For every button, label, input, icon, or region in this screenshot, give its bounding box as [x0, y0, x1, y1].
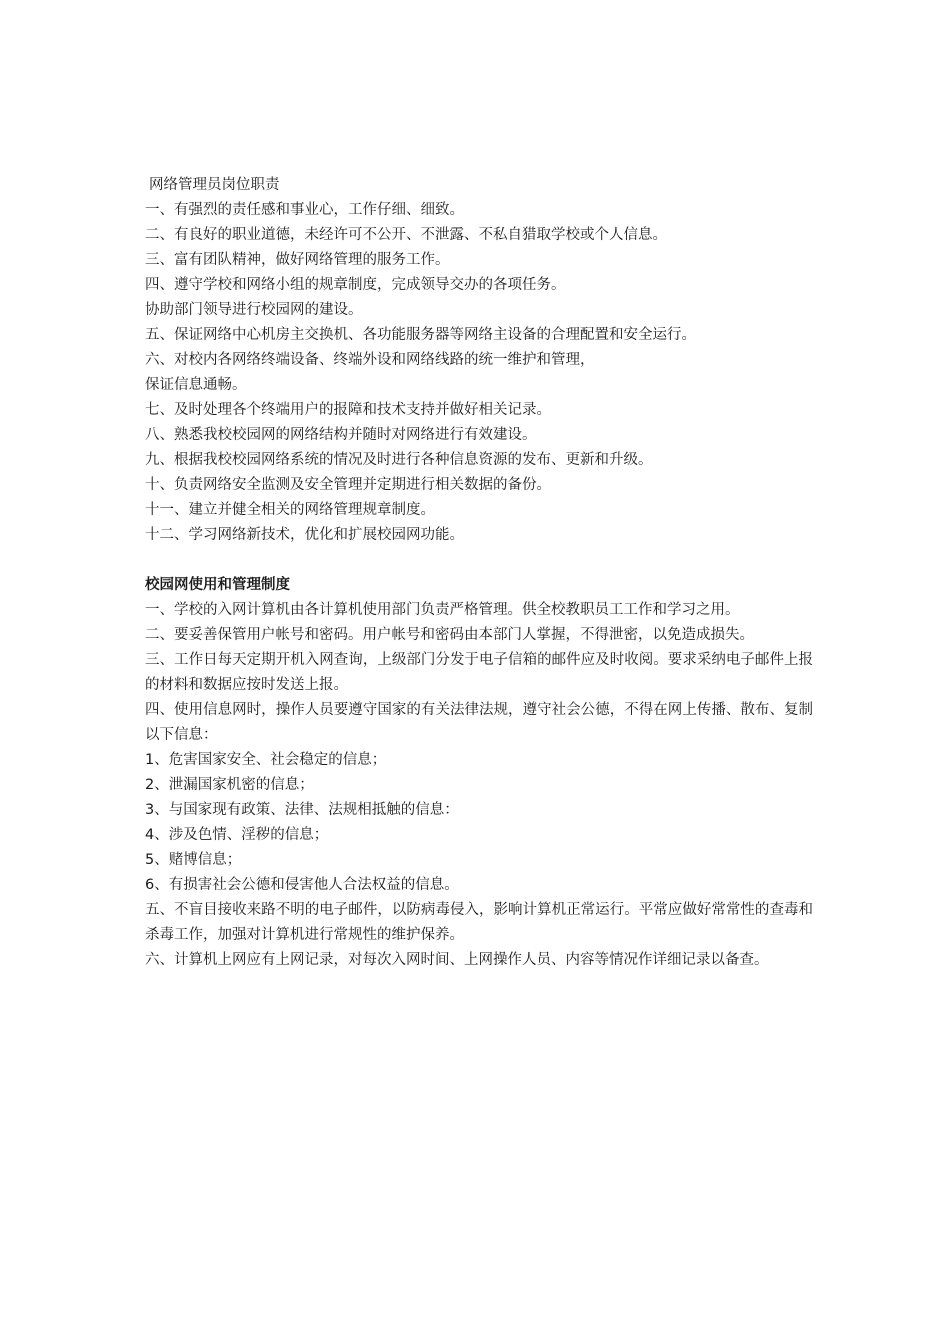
section2-list-item: 6、有损害社会公德和侵害他人合法权益的信息。: [145, 877, 459, 893]
section1-line: 十、负责网络安全监测及安全管理并定期进行相关数据的备份。: [145, 477, 551, 493]
section1-line: 十二、学习网络新技术，优化和扩展校园网功能。: [145, 527, 464, 543]
section1-line: 协助部门领导进行校园网的建设。: [145, 302, 363, 318]
section2-paragraph: 五、不盲目接收来路不明的电子邮件，以防病毒侵入，影响计算机正常运行。平常应做好常常性的查毒和杀毒工作，加强对计算机进行常规性的维护保养。: [145, 902, 813, 943]
section2-list-item: 5、赌博信息；: [145, 852, 242, 868]
section1-line: 保证信息通畅。: [145, 377, 247, 393]
section1-line: 五、保证网络中心机房主交换机、各功能服务器等网络主设备的合理配置和安全运行。: [145, 327, 696, 343]
section2-list-item: 3、与国家现有政策、法律、法规相抵触的信息：: [145, 802, 459, 818]
section2-list-item: 2、泄漏国家机密的信息；: [145, 777, 314, 793]
section2-paragraph: 六、计算机上网应有上网记录，对每次入网时间、上网操作人员、内容等情况作详细记录以备查。: [145, 952, 769, 968]
section1-line: 二、有良好的职业道德，未经许可不公开、不泄露、不私自猎取学校或个人信息。: [145, 227, 667, 243]
section1-line: 一、有强烈的责任感和事业心，工作仔细、细致。: [145, 202, 464, 218]
section2-paragraph: 三、工作日每天定期开机入网查询，上级部门分发于电子信箱的邮件应及时收阅。要求采纳电子邮件上报的材料和数据应按时发送上报。: [145, 652, 813, 693]
section1-line: 十一、建立并健全相关的网络管理规章制度。: [145, 502, 435, 518]
section2-list-item: 1、危害国家安全、社会稳定的信息；: [145, 752, 387, 768]
section1-line: 九、根据我校校园网络系统的情况及时进行各种信息资源的发布、更新和升级。: [145, 452, 653, 468]
section2-paragraph: 二、要妥善保管用户帐号和密码。用户帐号和密码由本部门人掌握，不得泄密，以免造成损失。: [145, 627, 754, 643]
section1-line: 七、及时处理各个终端用户的报障和技术支持并做好相关记录。: [145, 402, 551, 418]
document-content: [145, 173, 813, 973]
section1-line: 六、对校内各网络终端设备、终端外设和网络线路的统一维护和管理，: [145, 352, 595, 368]
section1-line: 四、遵守学校和网络小组的规章制度，完成领导交办的各项任务。: [145, 277, 566, 293]
section2-title: 校园网使用和管理制度: [145, 577, 290, 593]
section2-list-item: 4、涉及色情、淫秽的信息；: [145, 827, 329, 843]
section2-paragraph: 一、学校的入网计算机由各计算机使用部门负责严格管理。供全校教职员工工作和学习之用。: [145, 602, 740, 618]
section1-line: 八、熟悉我校校园网的网络结构并随时对网络进行有效建设。: [145, 427, 537, 443]
section2-paragraph: 四、使用信息网时，操作人员要遵守国家的有关法律法规，遵守社会公德，不得在网上传播、散布、复制以下信息：: [145, 702, 813, 743]
section1-line: 三、富有团队精神，做好网络管理的服务工作。: [145, 252, 450, 268]
section1-title: 网络管理员岗位职责: [149, 177, 280, 193]
